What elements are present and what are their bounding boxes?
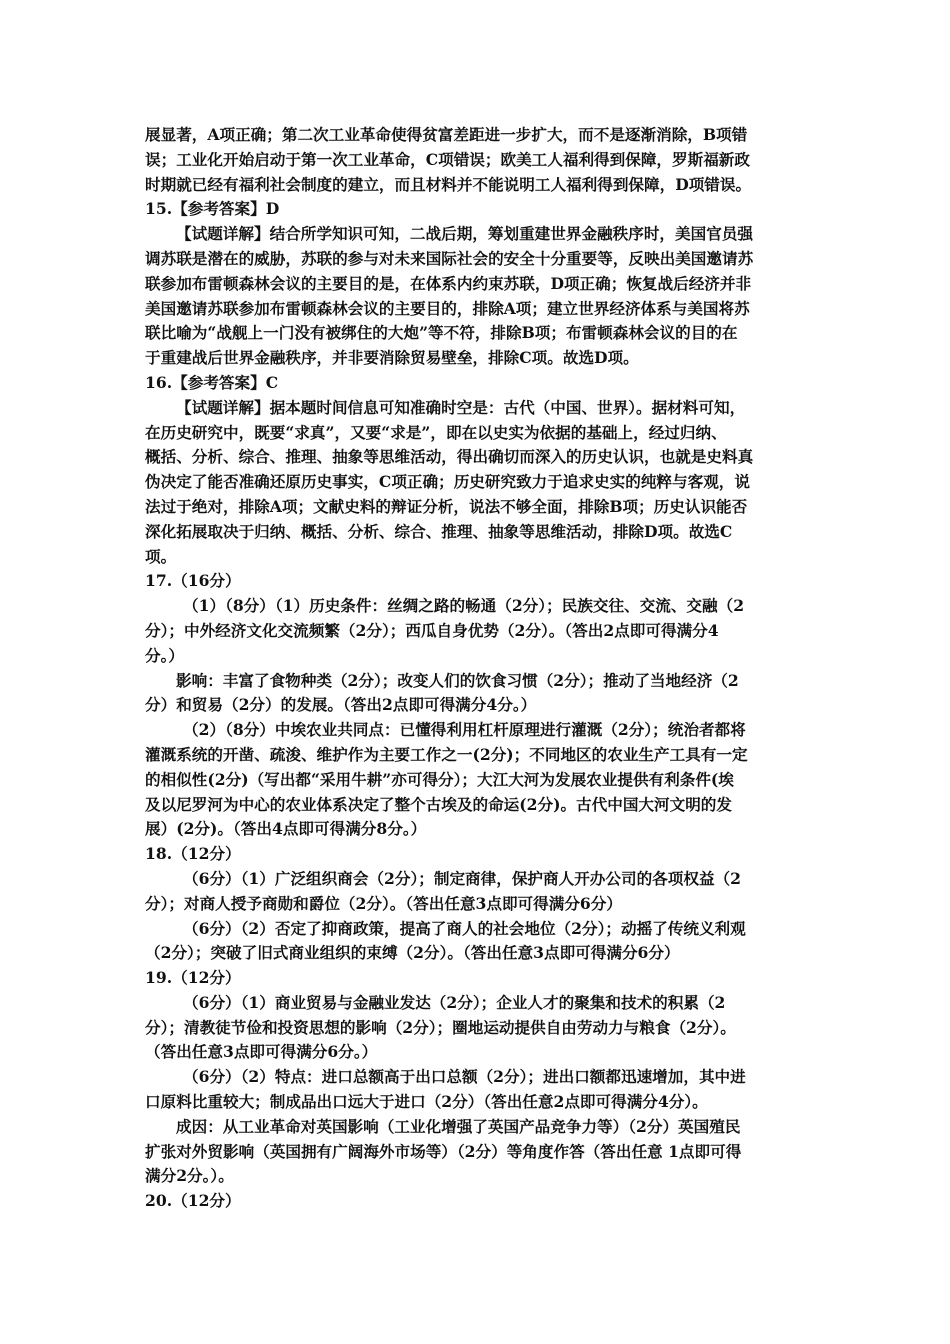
text-line: （2）（8分）中埃农业共同点：已懂得利用杠杆原理进行灌溉（2分）；统治者都将 (183, 720, 746, 740)
text-line: 16.【参考答案】C (145, 372, 279, 392)
text-line: 18.（12分） (145, 844, 241, 864)
text-line: 时期就已经有福利社会制度的建立，而且材料并不能说明工人福利得到保障，D项错误。 (145, 174, 752, 194)
text-line: 深化拓展取决于归纳、概括、分析、综合、推理、抽象等思维活动，排除D项。故选C (145, 521, 733, 541)
text-line: 灌溉系统的开凿、疏浚、维护作为主要工作之一(2分)；不同地区的农业生产工具有一定 (145, 744, 748, 764)
text-line: （6分）（1）商业贸易与金融业发达（2分）；企业人才的聚集和技术的积累（2 (183, 992, 726, 1012)
text-line: 分）；对商人授予商勋和爵位（2分）。（答出任意3点即可得满分6分） (145, 893, 622, 913)
text-line: 展）(2分)。（答出4点即可得满分8分。） (145, 819, 427, 839)
text-line: 误；工业化开始启动于第一次工业革命，C项错误；欧美工人福利得到保障，罗斯福新政 (145, 149, 750, 169)
answer-key-page (145, 123, 813, 1214)
text-line: （6分）（2）特点：进口总额高于出口总额（2分）；进出口额都迅速增加，其中进 (183, 1067, 746, 1087)
text-line: 分）；中外经济文化交流频繁（2分）；西瓜自身优势（2分）。（答出2点即可得满分4 (145, 620, 719, 640)
text-line: 项。 (145, 546, 177, 566)
text-line: 成因：从工业革命对英国影响（工业化增强了英国产品竞争力等）（2分）英国殖民 (176, 1116, 741, 1136)
text-line: 于重建战后世界金融秩序，并非要消除贸易壁垒，排除C项。故选D项。 (145, 348, 639, 368)
text-line: 调苏联是潜在的威胁，苏联的参与对未来国际社会的安全十分重要等，反映出美国邀请苏 (145, 248, 754, 268)
text-line: 展显著，A项正确；第二次工业革命使得贫富差距进一步扩大，而不是逐渐消除，B项错 (145, 125, 748, 144)
text-line: 的相似性(2分)（写出都“采用牛耕”亦可得分）；大江大河为发展农业提供有利条件(埃 (145, 769, 734, 789)
text-line: 伪决定了能否准确还原历史事实，C项正确；历史研究致力于追求史实的纯粹与客观，说 (145, 472, 750, 492)
text-line: 在历史研究中，既要“求真”，又要“求是”，即在以史实为依据的基础上，经过归纳、 (145, 422, 727, 442)
text-line: 15.【参考答案】D (145, 199, 280, 219)
text-line: （6分）（1）广泛组织商会（2分）；制定商律，保护商人开办公司的各项权益（2 (183, 868, 741, 888)
text-line: （1）（8分）（1）历史条件：丝绸之路的畅通（2分）；民族交往、交流、交融（2 (183, 596, 745, 616)
text-line: （6分）（2）否定了抑商政策，提高了商人的社会地位（2分）；动摇了传统义利观 (183, 918, 746, 938)
text-line: 分）；清教徒节俭和投资思想的影响（2分）；圈地运动提供自由劳动力与粮食（2分）。 (145, 1017, 736, 1037)
text-line: 满分2分。）。 (145, 1166, 234, 1186)
text-line: 口原料比重较大；制成品出口远大于进口（2分）（答出任意2点即可得满分4分）。 (145, 1092, 708, 1112)
text-line: 分。） (145, 645, 184, 665)
text-line: 概括、分析、综合、推理、抽象等思维活动，得出确切而深入的历史认识，也就是史料真 (145, 447, 754, 467)
text-line: 美国邀请苏联参加布雷顿森林会议的主要目的，排除A项；建立世界经济体系与美国将苏 (145, 298, 750, 318)
text-line: 联比喻为“战舰上一门没有被绑住的大炮”等不符，排除B项；布雷顿森林会议的目的在 (145, 323, 738, 343)
text-line: 影响：丰富了食物种类（2分）；改变人们的饮食习惯（2分）；推动了当地经济（2 (176, 670, 739, 690)
text-line: 【试题详解】据本题时间信息可知准确时空是：古代（中国、世界）。据材料可知， (176, 397, 746, 417)
text-line: 扩张对外贸影响（英国拥有广阔海外市场等）（2分）等角度作答（答出任意 1点即可得 (145, 1141, 742, 1161)
text-line: 17.（16分） (145, 571, 241, 591)
text-line: 分）和贸易（2分）的发展。（答出2点即可得满分4分。） (145, 695, 537, 715)
text-line: （2分）；突破了旧式商业组织的束缚（2分）。（答出任意3点即可得满分6分） (145, 943, 680, 963)
text-line: 联参加布雷顿森林会议的主要目的是，在体系内约束苏联，D项正确；恢复战后经济并非 (145, 273, 752, 293)
text-line: 【试题详解】结合所学知识可知，二战后期，筹划重建世界金融秩序时，美国官员强 (176, 224, 753, 244)
text-line: （答出任意3点即可得满分6分。） (145, 1042, 378, 1062)
text-line: 法过于绝对，排除A项；文献史料的辩证分析，说法不够全面，排除B项；历史认识能否 (145, 496, 748, 516)
text-line: 及以尼罗河为中心的农业体系决定了整个古埃及的命运(2分)。古代中国大河文明的发 (145, 794, 732, 814)
text-line: 19.（12分） (145, 968, 241, 988)
text-line: 20.（12分） (145, 1191, 241, 1211)
